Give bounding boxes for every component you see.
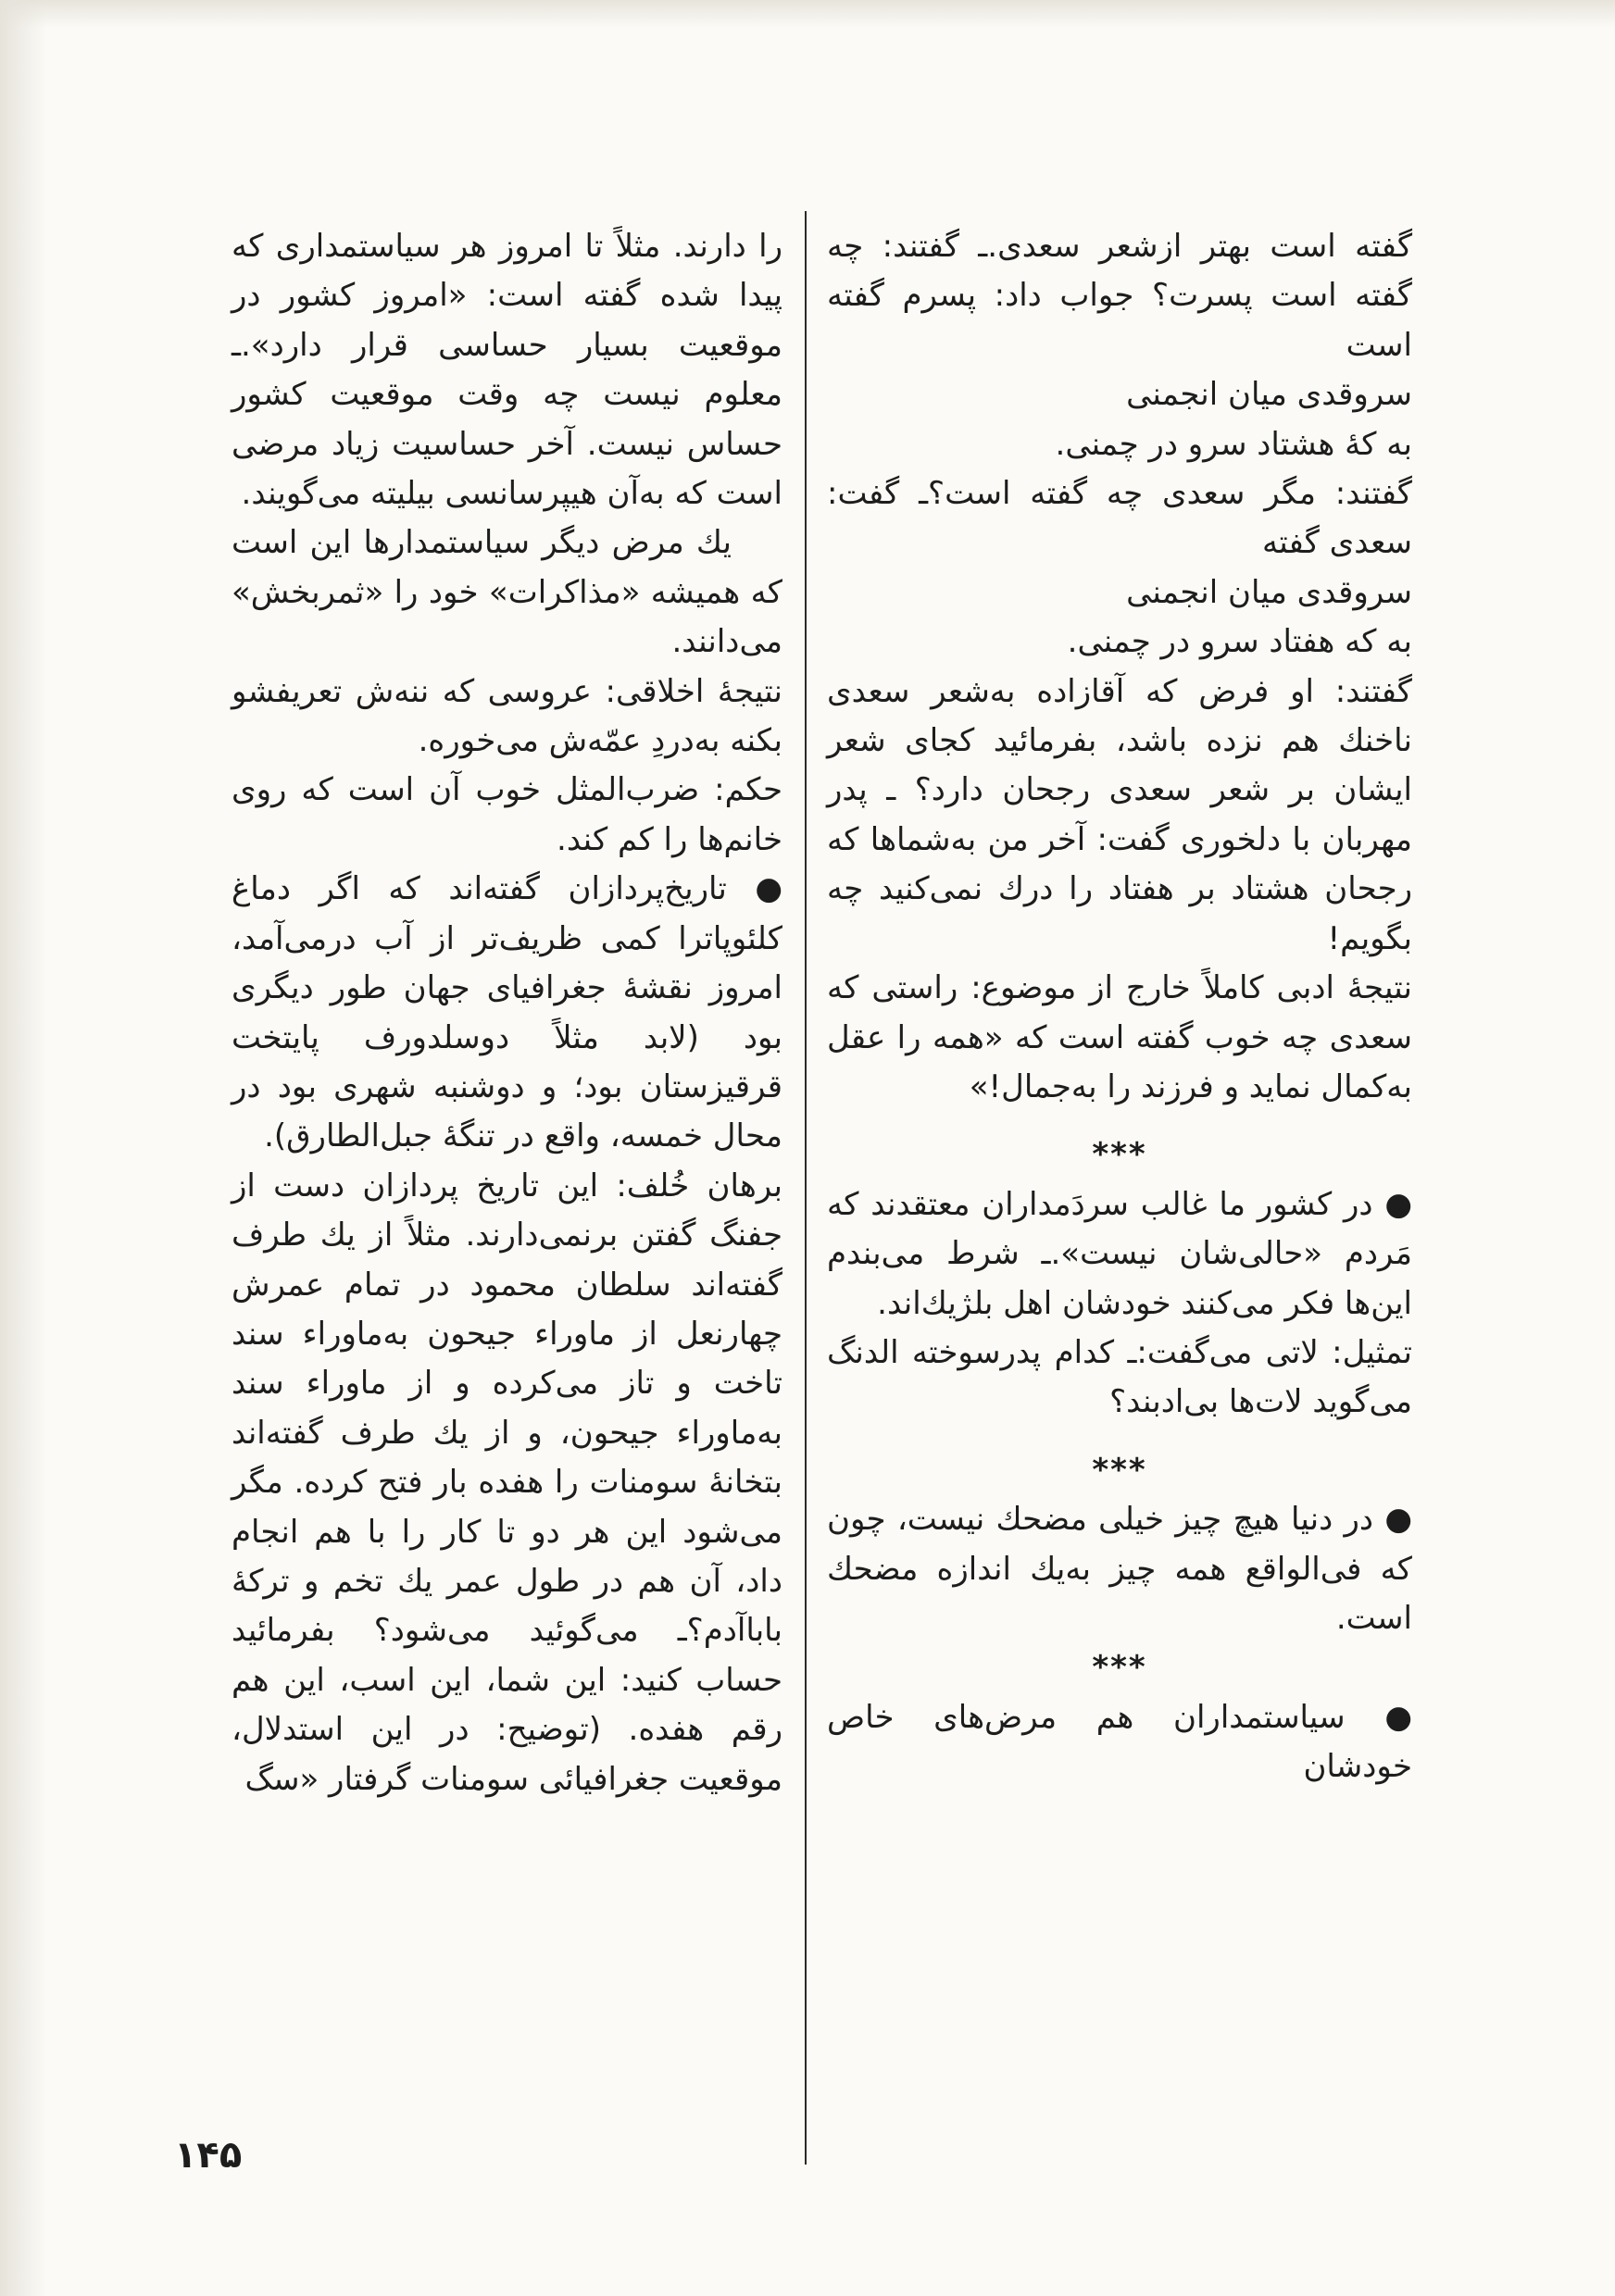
verse-line: به کهٔ هشتاد سرو در چمنی. xyxy=(1055,425,1412,463)
paragraph: نتیجهٔ اخلاقی: عروسی که ننه‌ش تعریفشو بکنه به‌دردِ عمّه‌ش می‌خوره. xyxy=(232,672,782,760)
verse-line: سروقدی میان انجمنی xyxy=(1126,573,1412,611)
paragraph: گفته است بهتر ازشعر سعدی.ـ گفتند: چه گفته است پسرت؟ جواب داد: پسرم گفته است xyxy=(827,228,1412,364)
section-separator: *** xyxy=(1092,1649,1147,1687)
paragraph: ● سیاستمداران هم مرض‌های خاص خودشان xyxy=(827,1698,1412,1786)
paragraph: برهان خُلف: این تاریخ پردازان دست از جفنگ گفتن برنمی‌دارند. مثلاً از یك طرف گفته‌اند سلطان محمود در تمام عمرش چهارنعل از ماوراء جیحون به‌ماوراء سند تاخت و تاز می‌کرده و از ماوراء سند به‌ماوراء جیحون، و از یك طرف گفته‌اند بتخانهٔ سومنات را هفده بار فتح کرده. مگر می‌شود این هر دو تا کار را با هم انجام داد، آن هم در طول عمر یك تخم و ترکهٔ باباآدم؟ـ می‌گوئید می‌شود؟ بفرمائید حساب کنید: این شما، این اسب، این هم رقم هفده. (توضیح: در این استدلال، موقعیت جغرافیائی سومنات گرفتار «سگ xyxy=(232,1167,782,1798)
left-text-column xyxy=(232,222,782,1804)
paragraph: حکم: ضرب‌المثل خوب آن است که روی خانم‌ها را کم کند. xyxy=(232,771,782,858)
verse-line: به که هفتاد سرو در چمنی. xyxy=(1067,623,1412,661)
paragraph: ● در کشور ما غالب سردَمداران معتقدند که مَردم «حالی‌شان نیست».ـ شرط می‌بندم این‌ها فکر می‌کنند خودشان اهل بلژیك‌اند. xyxy=(827,1185,1412,1322)
paragraph: گفتند: مگر سعدی چه گفته است؟ـ گفت: سعدی گفته xyxy=(827,475,1412,562)
paragraph: یك مرض دیگر سیاستمدارها این است که همیشه «مذاکرات» خود را «ثمربخش» می‌دانند. xyxy=(232,524,782,661)
paragraph: گفتند: او فرض که آقازاده به‌شعر سعدی ناخنك هم نزده باشد، بفرمائید کجای شعر ایشان بر شعر سعدی رجحان دارد؟ ـ پدر مهربان با دلخوری گفت: آخر من به‌شماها که رجحان هشتاد بر هفتاد را درك نمی‌کنید چه بگویم! xyxy=(827,672,1412,957)
scan-shadow-left xyxy=(0,0,46,2296)
paragraph: را دارند. مثلاً تا امروز هر سیاستمداری که پیدا شده گفته است: «امروز کشور در موقعیت بسیار حساسی قرار دارد».ـ معلوم نیست چه وقت موقعیت کشور حساس نیست. آخر حساسیت زیاد مرضی است که به‌آن هیپرسانسی بیلیته می‌گویند. xyxy=(232,228,782,513)
paragraph: تمثیل: لاتی می‌گفت:ـ کدام پدرسوخته الدنگ می‌گوید لات‌ها بی‌ادبند؟ xyxy=(827,1333,1412,1421)
scan-shadow-top xyxy=(0,0,1615,28)
section-separator: *** xyxy=(1092,1136,1147,1174)
right-text-column xyxy=(827,222,1412,1792)
column-divider xyxy=(805,211,807,2165)
paragraph: ● تاریخ‌پردازان گفته‌اند که اگر دماغ کلئوپاترا کمی ظریف‌تر از آب درمی‌آمد، امروز نقشهٔ جغرافیای جهان طور دیگری بود (لابد مثلاً دوسلدورف پایتخت قرقیزستان بود؛ و دوشنبه شهری بود در محال خمسه، واقع در تنگهٔ جبل‌الطارق). xyxy=(232,870,782,1155)
section-separator: *** xyxy=(1092,1451,1147,1489)
verse-line: سروقدی میان انجمنی xyxy=(1126,376,1412,414)
paragraph: نتیجهٔ ادبی کاملاً خارج از موضوع: راستی که سعدی چه خوب گفته است که «همه را عقل به‌کمال نماید و فرزند را به‌جمال!» xyxy=(827,969,1412,1105)
paragraph: ● در دنیا هیچ چیز خیلی مضحك نیست، چون که فی‌الواقع همه چیز به‌یك اندازه مضحك است. xyxy=(827,1501,1412,1637)
page-number: ۱۴۵ xyxy=(174,2134,243,2177)
